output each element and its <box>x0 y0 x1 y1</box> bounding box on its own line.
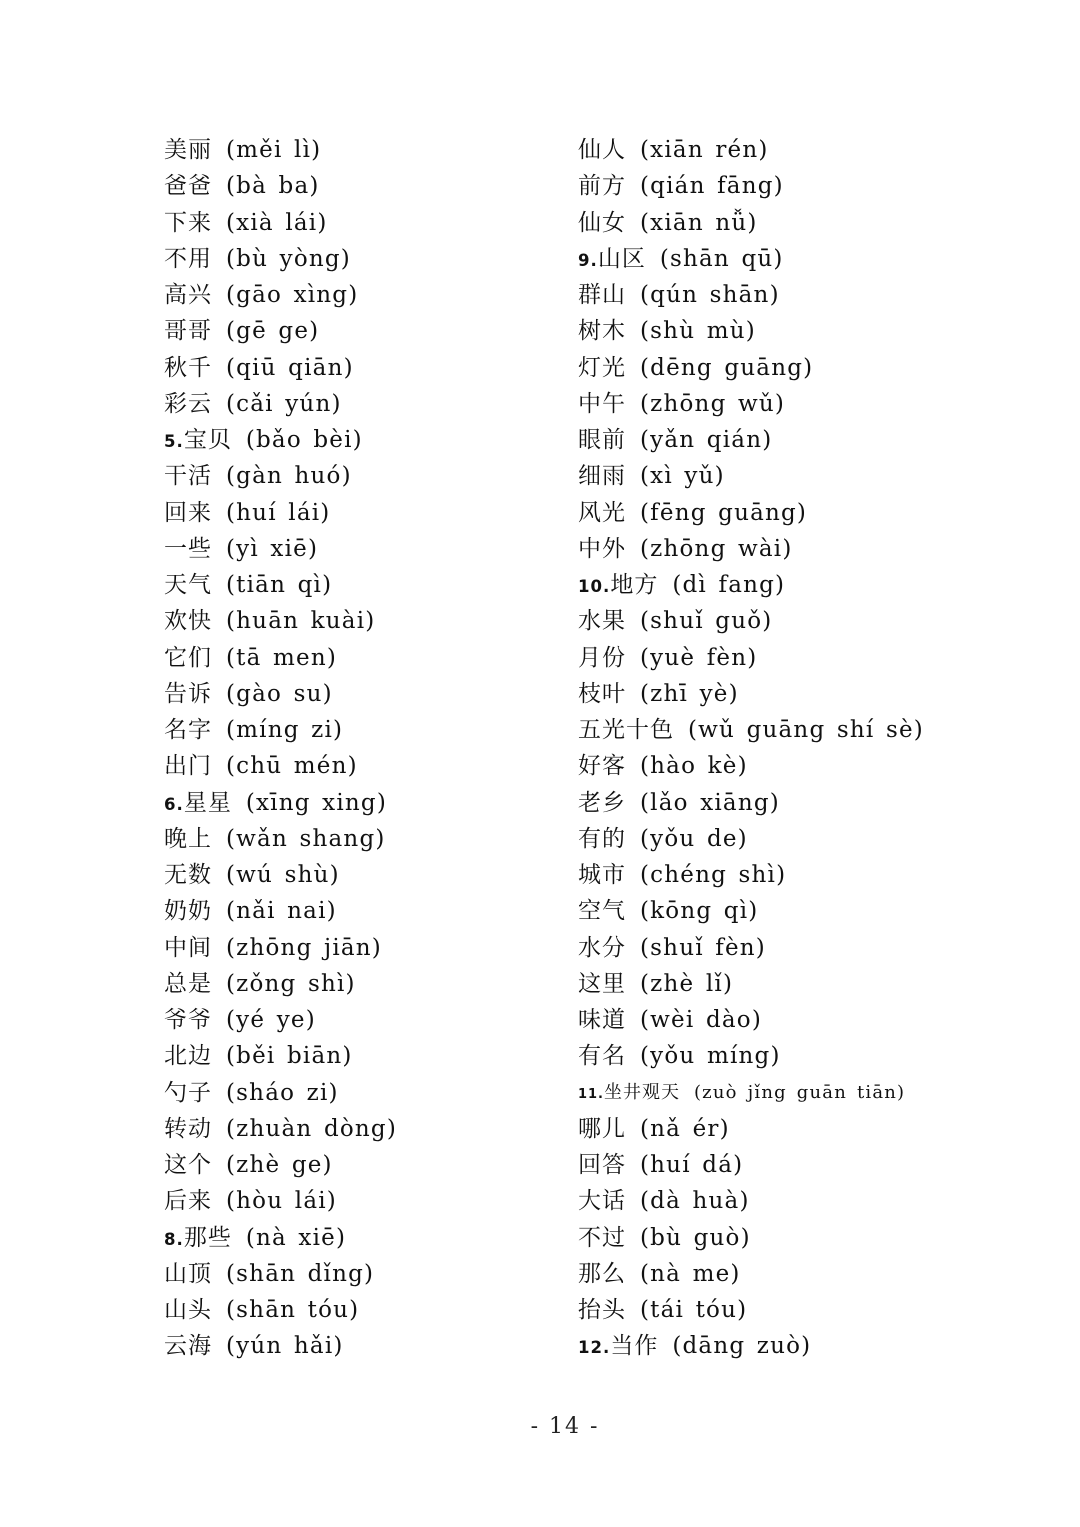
vocab-word: 灯光 <box>578 354 626 381</box>
vocab-pinyin: (bù yòng) <box>226 245 351 272</box>
vocab-entry <box>164 567 564 603</box>
vocab-word: 空气 <box>578 898 626 925</box>
vocab-word: 一些 <box>164 535 212 562</box>
vocab-entry <box>164 241 564 277</box>
vocab-pinyin: (zuò jǐng guān tiān) <box>693 1081 906 1103</box>
vocab-pinyin: (xì yǔ) <box>640 463 725 490</box>
vocab-pinyin: (zhuàn dòng) <box>226 1115 398 1142</box>
vocab-entry <box>578 132 1058 168</box>
vocab-entry <box>164 205 564 241</box>
vocab-pinyin: (yǎn qián) <box>640 427 773 453</box>
vocab-word: 哥哥 <box>164 318 212 345</box>
vocab-word: 仙女 <box>578 209 626 236</box>
vocab-entry <box>164 1183 564 1219</box>
vocab-word: 山头 <box>164 1297 212 1323</box>
vocab-pinyin: (lǎo xiāng) <box>640 789 780 816</box>
vocab-pinyin: (hào kè) <box>640 753 748 780</box>
vocab-entry <box>578 1183 1058 1219</box>
vocab-entry <box>164 893 564 929</box>
vocab-pinyin: (tā men) <box>226 644 338 671</box>
vocab-word: 有名 <box>578 1043 626 1070</box>
vocab-entry <box>164 1328 564 1364</box>
vocab-entry <box>578 241 1058 277</box>
vocab-entry <box>164 1002 564 1038</box>
vocab-word: 回答 <box>578 1152 626 1178</box>
vocab-entry <box>164 495 564 531</box>
vocab-word: 那些 <box>183 1224 232 1251</box>
vocab-word: 不过 <box>578 1224 626 1251</box>
vocab-pinyin: (wǔ guāng shí sè) <box>688 717 924 743</box>
vocab-pinyin: (nà me) <box>640 1260 741 1287</box>
vocab-pinyin: (zhōng jiān) <box>226 934 382 961</box>
vocab-word: 风光 <box>578 499 626 526</box>
vocab-word: 有的 <box>578 825 626 852</box>
vocab-entry <box>164 132 564 168</box>
vocab-entry <box>164 1147 564 1183</box>
vocab-word: 北边 <box>164 1043 212 1070</box>
vocab-word: 奶奶 <box>164 898 212 925</box>
vocab-word: 出门 <box>164 753 212 780</box>
vocab-pinyin: (zhè ge) <box>226 1152 333 1178</box>
vocab-pinyin: (cǎi yún) <box>226 390 342 417</box>
vocab-entry <box>164 313 564 349</box>
vocab-word: 后来 <box>164 1188 212 1215</box>
page-number: - 14 - <box>530 1414 600 1439</box>
vocab-entry <box>578 893 1058 929</box>
vocab-word: 转动 <box>164 1115 212 1142</box>
vocab-word: 前方 <box>578 173 626 200</box>
vocab-word: 天气 <box>164 572 212 598</box>
vocab-entry <box>578 857 1058 893</box>
vocab-word: 晚上 <box>164 825 212 852</box>
vocab-word: 美丽 <box>164 137 212 163</box>
vocab-word: 水果 <box>578 608 626 635</box>
vocab-entry <box>578 712 1058 748</box>
vocab-pinyin: (bù guò) <box>640 1224 751 1251</box>
vocab-word: 这里 <box>578 970 626 997</box>
vocab-pinyin: (yǒu míng) <box>640 1043 781 1070</box>
vocab-pinyin: (gào su) <box>226 680 333 707</box>
vocab-pinyin: (qián fāng) <box>640 173 784 200</box>
vocab-word: 地方 <box>610 572 659 598</box>
vocab-entry <box>578 277 1058 313</box>
vocab-pinyin: (fēng guāng) <box>640 499 808 526</box>
vocab-word: 水分 <box>578 934 626 961</box>
vocab-entry <box>164 1038 564 1074</box>
vocab-entry <box>578 821 1058 857</box>
vocab-entry <box>578 567 1058 603</box>
vocab-entry <box>164 748 564 784</box>
vocab-pinyin: (dì fang) <box>672 572 786 598</box>
vocab-entry <box>578 458 1058 494</box>
vocab-pinyin: (huān kuài) <box>226 608 376 635</box>
vocabulary-column-right <box>578 132 1058 1365</box>
vocab-pinyin: (xīng xing) <box>245 789 387 816</box>
vocab-word: 山顶 <box>164 1260 212 1287</box>
vocab-word: 这个 <box>164 1152 212 1178</box>
vocabulary-column-left <box>164 132 564 1365</box>
vocab-entry <box>578 1038 1058 1074</box>
vocab-pinyin: (xiān nǚ) <box>640 209 758 236</box>
lesson-number: 5. <box>164 432 184 451</box>
vocab-pinyin: (tiān qì) <box>226 572 333 598</box>
vocab-word: 云海 <box>164 1333 212 1360</box>
vocab-pinyin: (yún hǎi) <box>226 1333 344 1360</box>
vocab-pinyin: (míng zi) <box>226 717 344 743</box>
vocab-word: 总是 <box>164 970 212 997</box>
vocab-word: 秋千 <box>164 354 212 381</box>
vocab-word: 当作 <box>610 1333 659 1360</box>
vocab-entry <box>164 966 564 1002</box>
vocab-pinyin: (hòu lái) <box>226 1188 337 1215</box>
vocab-pinyin: (xià lái) <box>226 209 328 236</box>
vocab-entry <box>578 531 1058 567</box>
vocab-word: 回来 <box>164 499 212 526</box>
vocab-entry <box>164 712 564 748</box>
vocab-entry <box>578 1075 1058 1111</box>
vocab-entry <box>578 930 1058 966</box>
vocab-word: 欢快 <box>164 608 212 635</box>
vocab-pinyin: (nǎ ér) <box>640 1115 730 1142</box>
vocab-word: 中间 <box>164 934 212 961</box>
vocab-entry <box>164 458 564 494</box>
vocab-pinyin: (yuè fèn) <box>640 644 758 671</box>
lesson-number: 8. <box>164 1229 184 1249</box>
vocab-word: 坐井观天 <box>603 1081 680 1103</box>
lesson-number: 11. <box>578 1086 604 1102</box>
vocab-pinyin: (zhōng wǔ) <box>640 390 786 417</box>
vocab-pinyin: (zhī yè) <box>640 680 739 707</box>
vocab-entry <box>164 603 564 639</box>
vocab-pinyin: (xiān rén) <box>640 137 769 163</box>
vocab-word: 山区 <box>597 245 646 272</box>
vocab-entry <box>578 1002 1058 1038</box>
vocab-pinyin: (shān tóu) <box>226 1297 360 1323</box>
vocab-word: 月份 <box>578 644 626 671</box>
vocab-word: 干活 <box>164 463 212 490</box>
vocab-word: 彩云 <box>164 390 212 417</box>
vocab-word: 群山 <box>578 282 626 308</box>
vocab-pinyin: (chéng shì) <box>640 862 787 888</box>
vocab-entry <box>164 350 564 386</box>
vocab-pinyin: (shuǐ fèn) <box>640 934 766 961</box>
vocab-word: 勺子 <box>164 1079 212 1106</box>
vocab-pinyin: (gē ge) <box>226 318 320 345</box>
vocab-entry <box>164 1111 564 1147</box>
vocab-word: 下来 <box>164 209 212 236</box>
vocab-word: 仙人 <box>578 137 626 163</box>
vocab-word: 不用 <box>164 245 212 272</box>
vocab-pinyin: (yé ye) <box>226 1007 316 1033</box>
vocab-entry <box>578 422 1058 458</box>
vocab-pinyin: (měi lì) <box>226 137 322 163</box>
vocab-word: 味道 <box>578 1007 626 1033</box>
vocab-pinyin: (nǎi nai) <box>226 898 337 925</box>
vocab-pinyin: (shān dǐng) <box>226 1260 375 1287</box>
vocab-entry <box>164 531 564 567</box>
vocab-entry <box>578 603 1058 639</box>
vocab-pinyin: (chū mén) <box>226 753 358 780</box>
vocab-word: 老乡 <box>578 789 626 816</box>
lesson-number: 6. <box>164 794 184 814</box>
lesson-number: 10. <box>578 577 611 596</box>
vocab-entry <box>578 386 1058 422</box>
vocab-entry <box>578 1147 1058 1183</box>
vocab-entry <box>578 313 1058 349</box>
vocab-pinyin: (huí lái) <box>226 499 331 526</box>
vocab-pinyin: (dēng guāng) <box>640 354 814 381</box>
vocab-word: 大话 <box>578 1188 626 1215</box>
vocab-entry <box>164 821 564 857</box>
lesson-number: 12. <box>578 1338 611 1358</box>
vocab-pinyin: (gàn huó) <box>226 463 352 490</box>
vocab-pinyin: (běi biān) <box>226 1043 353 1070</box>
vocab-word: 爸爸 <box>164 173 212 200</box>
vocab-pinyin: (tái tóu) <box>640 1297 748 1323</box>
vocab-entry <box>164 1256 564 1292</box>
vocab-word: 眼前 <box>578 427 626 453</box>
vocab-entry <box>578 748 1058 784</box>
vocab-entry <box>164 640 564 676</box>
vocab-entry <box>164 785 564 821</box>
vocab-word: 树木 <box>578 318 626 345</box>
vocab-pinyin: (bà ba) <box>226 173 320 200</box>
vocab-word: 城市 <box>578 862 626 888</box>
vocab-pinyin: (wú shù) <box>226 862 340 888</box>
vocab-entry <box>578 350 1058 386</box>
vocab-word: 中外 <box>578 535 626 562</box>
vocab-word: 爷爷 <box>164 1007 212 1033</box>
vocab-entry <box>164 930 564 966</box>
vocab-entry <box>578 168 1058 204</box>
vocab-word: 抬头 <box>578 1297 626 1323</box>
vocab-entry <box>164 676 564 712</box>
vocab-pinyin: (gāo xìng) <box>226 282 359 308</box>
vocab-word: 五光十色 <box>578 717 674 743</box>
vocab-word: 细雨 <box>578 463 626 490</box>
vocab-word: 星星 <box>183 789 232 816</box>
vocab-pinyin: (zhōng wài) <box>640 535 793 562</box>
vocab-pinyin: (bǎo bèi) <box>245 427 363 453</box>
vocab-entry <box>578 495 1058 531</box>
vocab-pinyin: (shān qū) <box>659 245 784 272</box>
vocab-entry <box>164 857 564 893</box>
vocab-entry <box>164 168 564 204</box>
vocab-word: 告诉 <box>164 680 212 707</box>
vocab-pinyin: (sháo zi) <box>226 1079 339 1106</box>
vocab-entry <box>164 1292 564 1328</box>
vocab-entry <box>164 422 564 458</box>
vocab-pinyin: (kōng qì) <box>640 898 759 925</box>
vocab-pinyin: (wǎn shang) <box>226 825 386 852</box>
vocab-word: 那么 <box>578 1260 626 1287</box>
vocab-entry <box>578 1292 1058 1328</box>
vocab-entry <box>164 386 564 422</box>
vocab-word: 好客 <box>578 753 626 780</box>
vocab-entry <box>578 1256 1058 1292</box>
vocab-entry <box>164 1220 564 1256</box>
vocab-entry <box>164 277 564 313</box>
vocab-pinyin: (dāng zuò) <box>672 1333 812 1360</box>
vocab-entry <box>578 1111 1058 1147</box>
vocab-word: 中午 <box>578 390 626 417</box>
vocab-pinyin: (yì xiē) <box>226 535 319 562</box>
vocab-entry <box>578 1220 1058 1256</box>
vocab-pinyin: (huí dá) <box>640 1152 744 1178</box>
vocab-word: 枝叶 <box>578 680 626 707</box>
vocab-entry <box>578 640 1058 676</box>
vocab-entry <box>578 966 1058 1002</box>
vocab-pinyin: (shù mù) <box>640 318 756 345</box>
vocab-word: 高兴 <box>164 282 212 308</box>
vocab-pinyin: (qún shān) <box>640 282 780 308</box>
vocab-word: 名字 <box>164 717 212 743</box>
vocab-pinyin: (zǒng shì) <box>226 970 356 997</box>
vocab-pinyin: (qiū qiān) <box>226 354 354 381</box>
vocab-entry <box>578 1328 1058 1364</box>
vocab-pinyin: (yǒu de) <box>640 825 748 852</box>
vocab-pinyin: (nà xiē) <box>245 1224 347 1251</box>
vocab-word: 哪儿 <box>578 1115 626 1142</box>
vocab-entry <box>578 676 1058 712</box>
vocab-pinyin: (shuǐ guǒ) <box>640 608 773 635</box>
vocab-word: 宝贝 <box>183 427 232 453</box>
vocab-pinyin: (zhè lǐ) <box>640 970 734 997</box>
vocab-word: 它们 <box>164 644 212 671</box>
vocab-pinyin: (dà huà) <box>640 1188 750 1215</box>
vocab-entry <box>164 1075 564 1111</box>
lesson-number: 9. <box>578 250 598 270</box>
vocab-word: 无数 <box>164 862 212 888</box>
vocab-entry <box>578 205 1058 241</box>
vocab-pinyin: (wèi dào) <box>640 1007 762 1033</box>
vocab-entry <box>578 785 1058 821</box>
